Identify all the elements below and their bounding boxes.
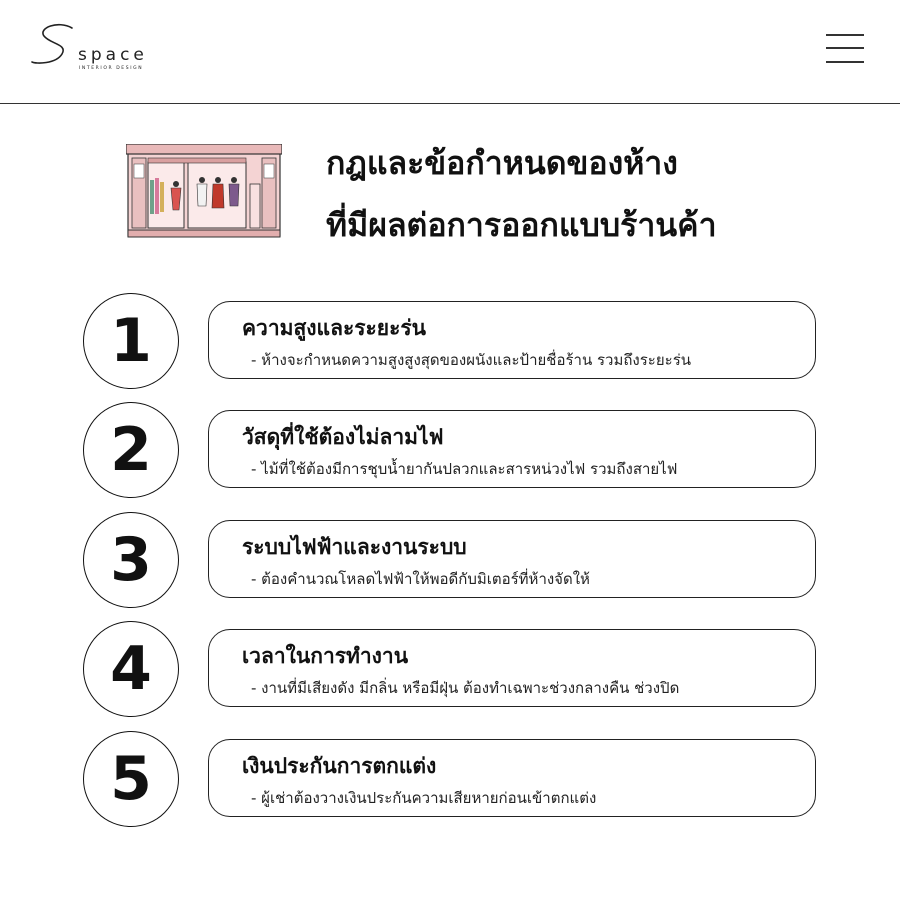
rule-number-badge: 2 — [83, 402, 179, 498]
page-title — [326, 132, 846, 256]
rule-item-4 — [0, 621, 900, 721]
rule-description: - งานที่มีเสียงดัง มีกลิ่น หรือมีฝุ่น ต้องทำเฉพาะช่วงกลางคืน ช่วงปิด — [251, 679, 680, 697]
rule-item-5 — [0, 731, 900, 831]
rule-item-3 — [0, 512, 900, 612]
rule-card — [208, 410, 816, 488]
shop-front-illustration-icon — [126, 144, 282, 238]
brand-logo[interactable] — [28, 22, 168, 78]
hamburger-menu-icon[interactable] — [826, 32, 864, 64]
rule-number-badge: 1 — [83, 293, 179, 389]
rule-description: - ไม้ที่ใช้ต้องมีการชุบน้ำยากันปลวกและสารหน่วงไฟ รวมถึงสายไฟ — [251, 460, 678, 478]
rule-card — [208, 301, 816, 379]
rule-description: - ผู้เช่าต้องวางเงินประกันความเสียหายก่อนเข้าตกแต่ง — [251, 789, 597, 807]
rule-item-1 — [0, 293, 900, 393]
rule-title: วัสดุที่ใช้ต้องไม่ลามไฟ — [242, 425, 444, 449]
rule-card — [208, 520, 816, 598]
rule-number-badge: 3 — [83, 512, 179, 608]
rule-number-badge: 5 — [83, 731, 179, 827]
rule-item-2 — [0, 402, 900, 502]
rule-card — [208, 739, 816, 817]
rule-title: ความสูงและระยะร่น — [242, 316, 427, 340]
brand-tagline: INTERIOR DESIGN — [79, 66, 144, 71]
rule-number-badge: 4 — [83, 621, 179, 717]
header-divider — [0, 103, 900, 104]
rule-description: - ต้องคำนวณโหลดไฟฟ้าให้พอดีกับมิเตอร์ที่ห้างจัดให้ — [251, 570, 590, 588]
brand-name: space — [78, 45, 148, 65]
rule-title: เวลาในการทำงาน — [242, 644, 409, 668]
rule-card — [208, 629, 816, 707]
rule-title: ระบบไฟฟ้าและงานระบบ — [242, 535, 467, 559]
rule-title: เงินประกันการตกแต่ง — [242, 754, 437, 778]
rule-description: - ห้างจะกำหนดความสูงสูงสุดของผนังและป้ายชื่อร้าน รวมถึงระยะร่น — [251, 351, 692, 369]
site-header — [0, 0, 900, 103]
page-title-line-2: ที่มีผลต่อการออกแบบร้านค้า — [326, 206, 717, 244]
page-title-line-1: กฎและข้อกำหนดของห้าง — [326, 144, 678, 182]
